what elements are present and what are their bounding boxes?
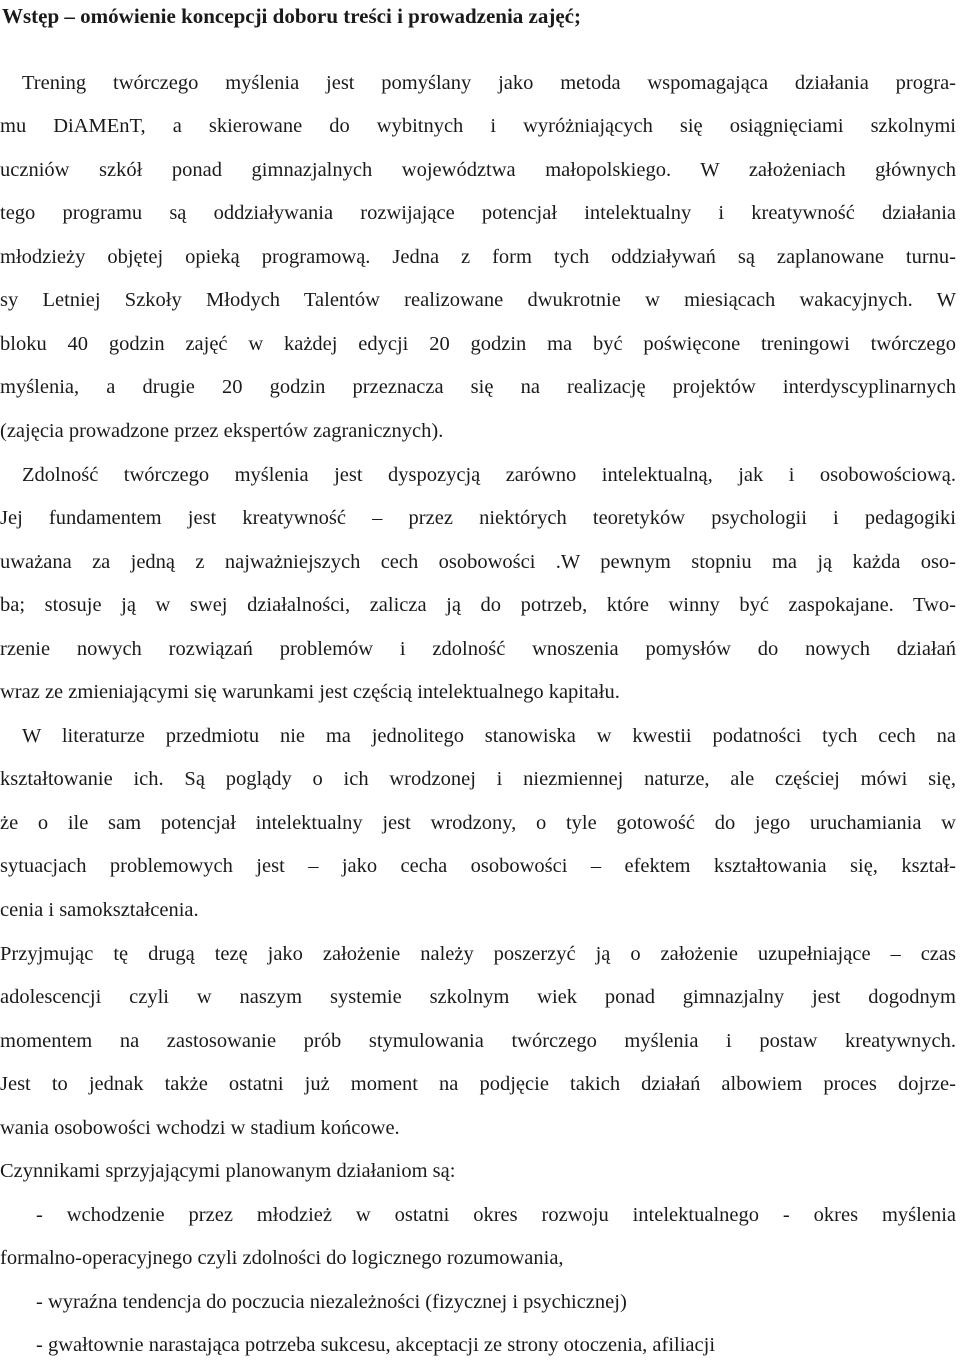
text-line: że o ile sam potencjał intelektualny jest wrodzony, o tyle gotowość do jego uruchamiania w — [0, 812, 956, 834]
text-line: Trening twórczego myślenia jest pomyślany jako metoda wspomagająca działania progra- — [22, 72, 956, 94]
text-line: wraz ze zmieniającymi się warunkami jest częścią intelektualnego kapitału. — [0, 681, 620, 703]
text-line: ba; stosuje ją w swej działalności, zalicza ją do potrzeb, które winny być zaspokajane. Two- — [0, 594, 956, 616]
text-line: młodzieży objętej opieką programową. Jedna z form tych oddziaływań są zaplanowane turnu- — [0, 246, 956, 268]
text-line: uczniów szkół ponad gimnazjalnych województwa małopolskiego. W założeniach głównych — [0, 159, 956, 181]
list-item: - wchodzenie przez młodzież w ostatni okres rozwoju intelektualnego - okres myślenia — [36, 1204, 956, 1226]
text-line: sytuacjach problemowych jest – jako cecha osobowości – efektem kształtowania się, kształ- — [0, 855, 956, 877]
text-line: cenia i samokształcenia. — [0, 899, 199, 921]
text-line: wania osobowości wchodzi w stadium końcowe. — [0, 1117, 400, 1139]
text-line: Czynnikami sprzyjającymi planowanym działaniom są: — [0, 1160, 456, 1182]
list-item: - wyraźna tendencja do poczucia niezależności (fizycznej i psychicznej) — [36, 1291, 627, 1313]
text-line: momentem na zastosowanie prób stymulowania twórczego myślenia i postaw kreatywnych. — [0, 1030, 956, 1052]
text-line: Zdolność twórczego myślenia jest dyspozycją zarówno intelektualną, jak i osobowościową. — [22, 464, 956, 486]
text-line: mu DiAMEnT, a skierowane do wybitnych i wyróżniających się osiągnięciami szkolnymi — [0, 115, 956, 137]
text-line: W literaturze przedmiotu nie ma jednolitego stanowiska w kwestii podatności tych cech na — [22, 725, 956, 747]
text-line: sy Letniej Szkoły Młodych Talentów realizowane dwukrotnie w miesiącach wakacyjnych. W — [0, 289, 956, 311]
text-line: uważana za jedną z najważniejszych cech osobowości .W pewnym stopniu ma ją każda oso- — [0, 551, 956, 573]
text-line: adolescencji czyli w naszym systemie szkolnym wiek ponad gimnazjalny jest dogodnym — [0, 986, 956, 1008]
list-item-continuation: formalno-operacyjnego czyli zdolności do logicznego rozumowania, — [0, 1247, 564, 1269]
text-line: (zajęcia prowadzone przez ekspertów zagranicznych). — [0, 420, 444, 442]
text-line: tego programu są oddziaływania rozwijające potencjał intelektualny i kreatywność działania — [0, 202, 956, 224]
text-line: Jej fundamentem jest kreatywność – przez niektórych teoretyków psychologii i pedagogiki — [0, 507, 956, 529]
text-line: bloku 40 godzin zajęć w każdej edycji 20 godzin ma być poświęcone treningowi twórczego — [0, 333, 956, 355]
text-line: rzenie nowych rozwiązań problemów i zdolność wnoszenia pomysłów do nowych działań — [0, 638, 956, 660]
text-line: kształtowanie ich. Są poglądy o ich wrodzonej i niezmiennej naturze, ale częściej mówi się, — [0, 768, 956, 790]
text-line: Przyjmując tę drugą tezę jako założenie należy poszerzyć ją o założenie uzupełniające – czas — [0, 943, 956, 965]
list-item: - gwałtownie narastająca potrzeba sukcesu, akceptacji ze strony otoczenia, afiliacji — [36, 1334, 716, 1356]
text-line: Jest to jednak także ostatni już moment na podjęcie takich działań albowiem proces dojrze- — [0, 1073, 956, 1095]
section-heading: Wstęp – omówienie koncepcji doboru treści i prowadzenia zajęć; — [2, 4, 581, 28]
text-line: myślenia, a drugie 20 godzin przeznacza się na realizację projektów interdyscyplinarnych — [0, 376, 956, 398]
